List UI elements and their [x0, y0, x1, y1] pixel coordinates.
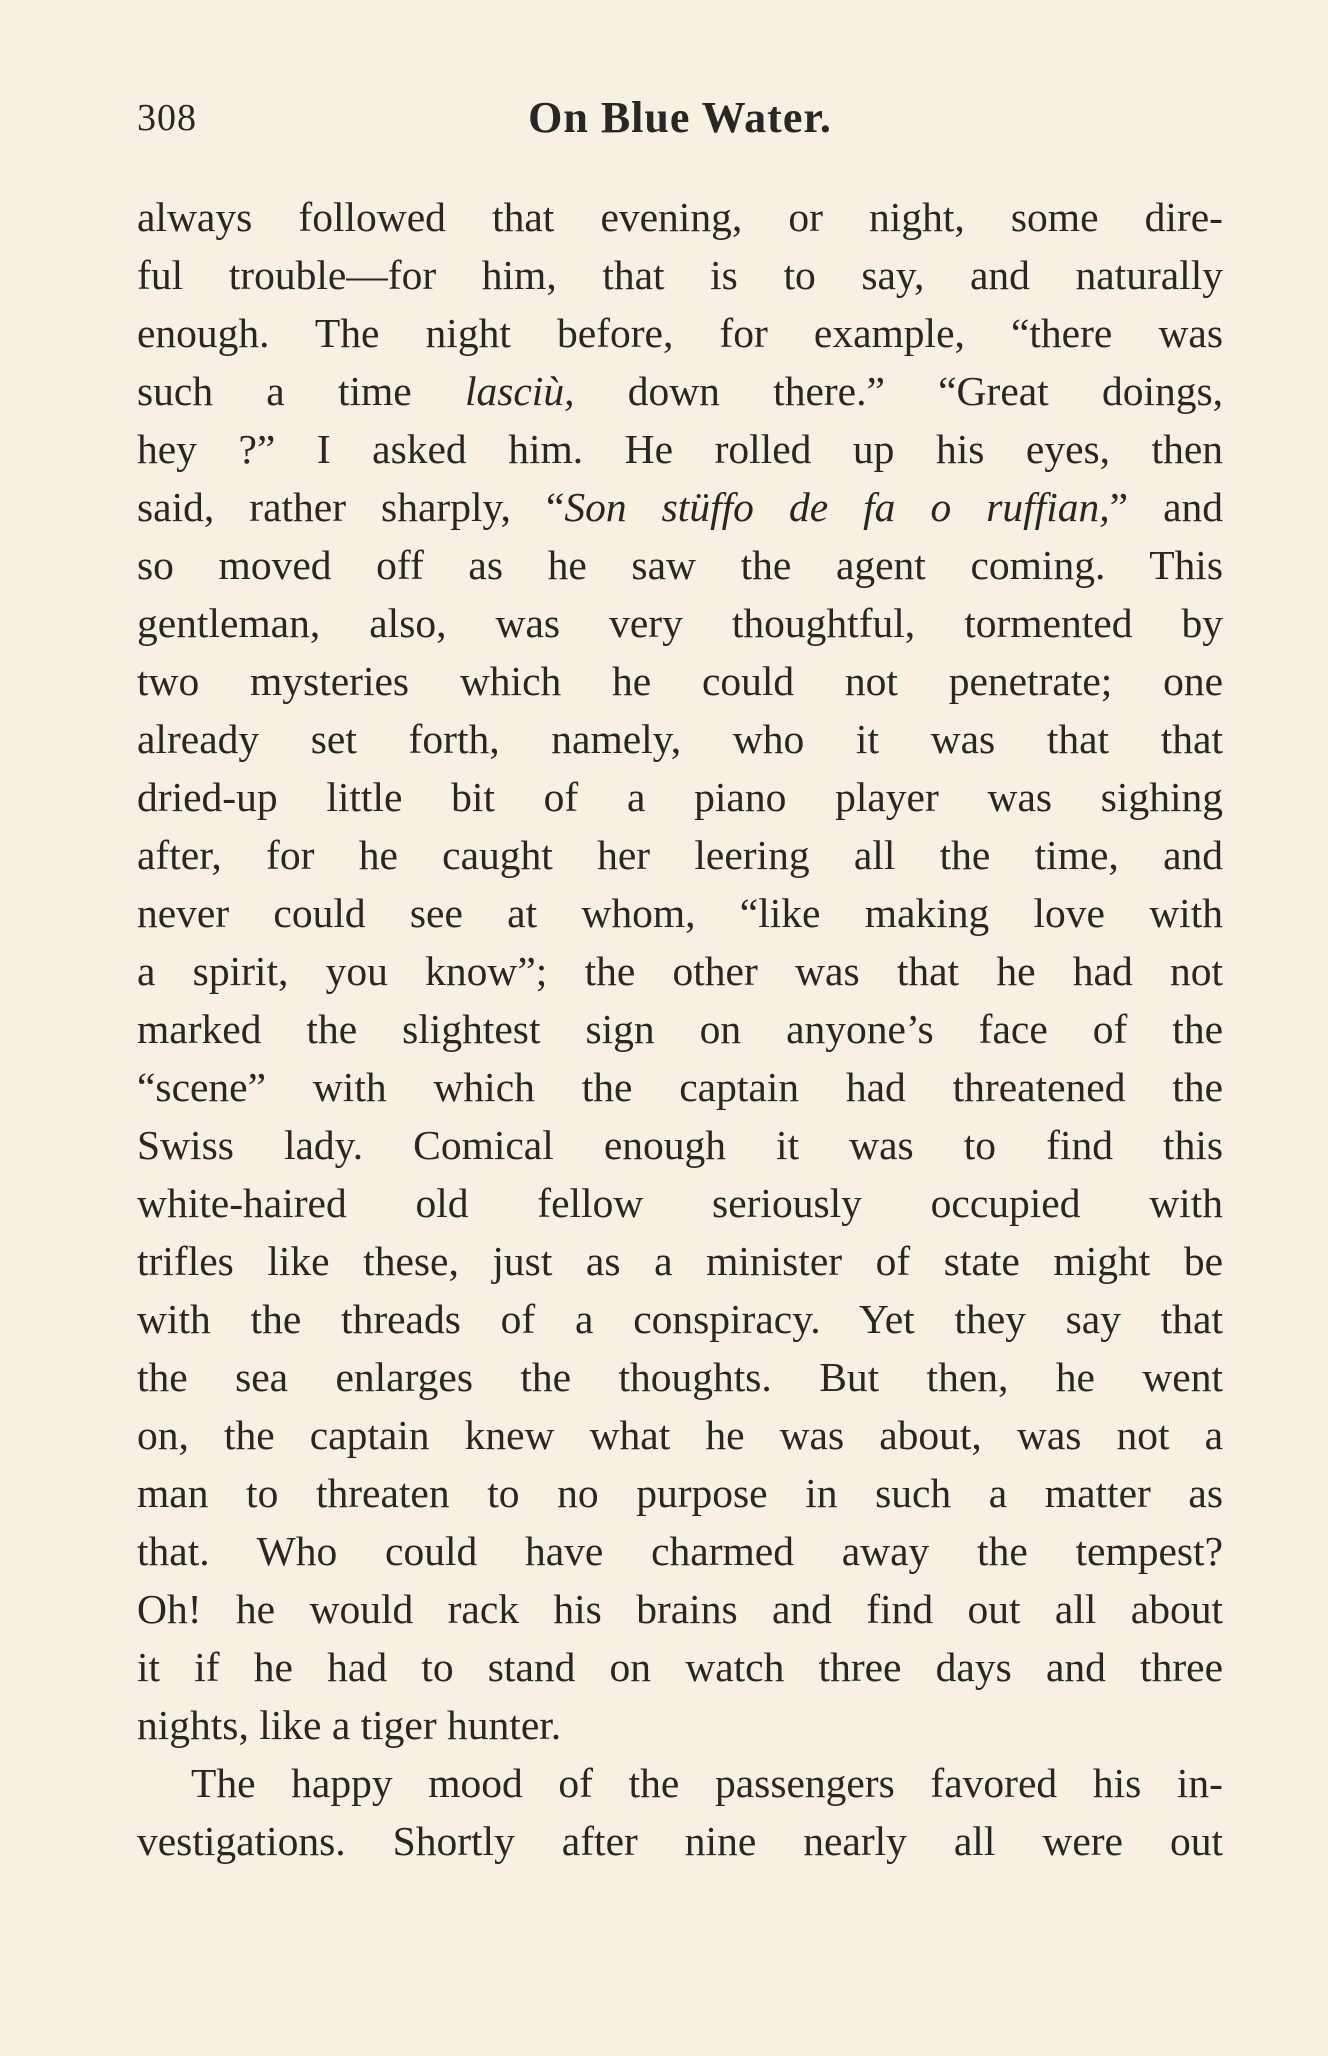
body-text	[137, 188, 1223, 1870]
text-line: it if he had to stand on watch three days and three	[137, 1644, 1223, 1690]
text-line: on, the captain knew what he was about, was not a	[137, 1412, 1223, 1458]
italic-phrase: Son stüffo de fa o ruffian,	[564, 484, 1110, 530]
paragraph-end-line: nights, like a tiger hunter.	[137, 1702, 562, 1748]
text-line: vestigations. Shortly after nine nearly all were out	[137, 1818, 1223, 1864]
text-line: white-haired old fellow seriously occupied with	[137, 1180, 1223, 1226]
text-segment: said, rather sharply, “	[137, 484, 565, 530]
text-line: the sea enlarges the thoughts. But then, he went	[137, 1354, 1223, 1400]
text-line: a spirit, you know”; the other was that he had not	[137, 948, 1223, 994]
text-line: marked the slightest sign on anyone’s face of the	[137, 1006, 1223, 1052]
text-line: always followed that evening, or night, some dire-	[137, 194, 1223, 240]
text-line: gentleman, also, was very thoughtful, tormented by	[137, 600, 1223, 646]
running-title: On Blue Water.	[528, 93, 832, 142]
text-line	[137, 478, 1223, 536]
text-line: man to threaten to no purpose in such a matter as	[137, 1470, 1223, 1516]
text-line: enough. The night before, for example, “there was	[137, 310, 1223, 356]
text-line: never could see at whom, “like making love with	[137, 890, 1223, 936]
text-line: after, for he caught her leering all the time, and	[137, 832, 1223, 878]
text-line: so moved off as he saw the agent coming. This	[137, 542, 1223, 588]
page-header	[137, 92, 1223, 152]
italic-phrase: lasciù,	[464, 368, 575, 414]
text-line: two mysteries which he could not penetrate; one	[137, 658, 1223, 704]
text-line: ful trouble—for him, that is to say, and naturally	[137, 252, 1223, 298]
text-segment: down there.” “Great doings,	[627, 368, 1223, 414]
text-line	[137, 362, 1223, 420]
page-number: 308	[137, 97, 197, 139]
text-line: trifles like these, just as a minister of state might be	[137, 1238, 1223, 1284]
text-line: dried-up little bit of a piano player was sighing	[137, 774, 1223, 820]
text-segment: such a time	[137, 368, 412, 414]
text-line: with the threads of a conspiracy. Yet they say that	[137, 1296, 1223, 1342]
text-line: hey ?” I asked him. He rolled up his eyes, then	[137, 426, 1223, 472]
text-line: Swiss lady. Comical enough it was to find this	[137, 1122, 1223, 1168]
text-line: that. Who could have charmed away the tempest?	[137, 1528, 1223, 1574]
text-line: already set forth, namely, who it was that that	[137, 716, 1223, 762]
text-line: “scene” with which the captain had threatened the	[137, 1064, 1223, 1110]
text-segment: ” and	[1109, 484, 1224, 530]
text-line: Oh! he would rack his brains and find out all about	[137, 1586, 1223, 1632]
paragraph-start-line: The happy mood of the passengers favored his in-	[191, 1760, 1223, 1806]
